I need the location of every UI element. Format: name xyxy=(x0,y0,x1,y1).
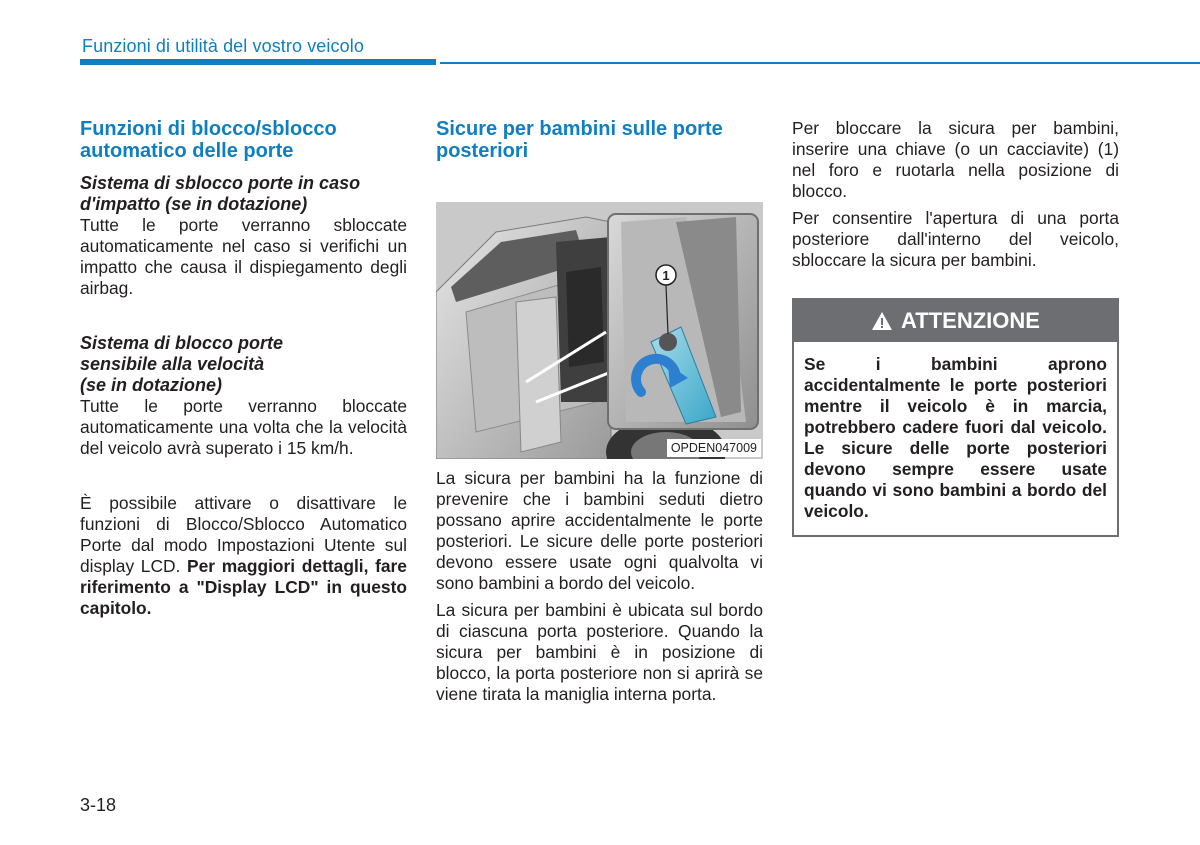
section-heading-child-locks: Sicure per bambini sulle porte posteriori xyxy=(436,118,723,162)
car-door-illustration xyxy=(436,202,763,459)
header-title: Funzioni di utilità del vostro veicolo xyxy=(82,36,364,56)
section-heading-auto-lock: Funzioni di blocco/sblocco automatico delle porte xyxy=(80,118,337,162)
subheading-speed-lock xyxy=(80,333,407,396)
header-rule-thin xyxy=(440,62,1200,64)
warning-title: ATTENZIONE xyxy=(901,308,1040,333)
paragraph-lock-instructions: Per bloccare la sicura per bambini, inserire una chiave (o un cacciavite) (1) nel foro e ruotarla nella posizione di blocco. xyxy=(792,118,1119,201)
subheading-crash-unlock: Sistema di sblocco porte in caso d'impatto (se in dotazione) xyxy=(80,173,361,214)
paragraph-unlock-instructions: Per consentire l'apertura di una porta posteriore dall'interno del veicolo, sbloccare la sicura per bambini. xyxy=(792,208,1119,270)
paragraph-crash-unlock: Tutte le porte verranno sbloccate automaticamente nel caso si verifichi un impatto che causa il dispiegamento degli airbag. xyxy=(80,215,407,298)
warning-header xyxy=(794,300,1117,342)
paragraph-settings-bold: Per maggiori dettagli, fare riferimento a "Display LCD" in questo capitolo. xyxy=(80,556,407,618)
paragraph-settings-normal: È possibile attivare o disattivare le funzioni di Blocco/Sblocco Automatico Porte dal modo Impostazioni Utente sul display LCD. xyxy=(80,493,407,576)
subheading-speed-lock-line2: sensibile alla velocità xyxy=(80,354,265,374)
column-left xyxy=(80,118,407,619)
warning-box xyxy=(792,298,1119,537)
warning-text: Se i bambini aprono accidentalmente le porte posteriori mentre il veicolo è in marcia, potrebbero cadere fuori dal veicolo. Le sicure delle porte posteriori devono sempre essere usate quando vi sono bambini a bordo del veicolo. xyxy=(804,354,1107,521)
warning-body xyxy=(794,342,1117,535)
figure-caption: OPDEN047009 xyxy=(667,439,761,457)
subheading-speed-lock-line1: Sistema di blocco porte xyxy=(80,333,284,353)
paragraph-speed-lock: Tutte le porte verranno bloccate automaticamente una volta che la velocità del veicolo avrà superato i 15 km/h. xyxy=(80,396,407,458)
subheading-speed-lock-line3: (se in dotazione) xyxy=(80,375,223,395)
paragraph-child-lock-purpose: La sicura per bambini ha la funzione di prevenire che i bambini seduti dietro possano aprire accidentalmente le porte posteriori. Le sicure delle porte posteriori devono essere usate ogni qualvolta vi sono bambini a bordo del veicolo. xyxy=(436,468,763,593)
column-middle xyxy=(436,118,763,705)
header-rule-thick xyxy=(80,59,436,65)
paragraph-child-lock-location: La sicura per bambini è ubicata sul bordo di ciascuna porta posteriore. Quando la sicura per bambini è in posizione di blocco, la porta posteriore non si aprirà se viene tirata la maniglia interna porta. xyxy=(436,600,763,704)
paragraph-settings xyxy=(80,493,407,619)
figure-callout-1: 1 xyxy=(662,268,670,283)
column-right xyxy=(792,118,1119,537)
page-number: 3-18 xyxy=(80,795,117,815)
warning-triangle-icon xyxy=(871,311,893,331)
child-lock-illustration xyxy=(436,202,763,459)
